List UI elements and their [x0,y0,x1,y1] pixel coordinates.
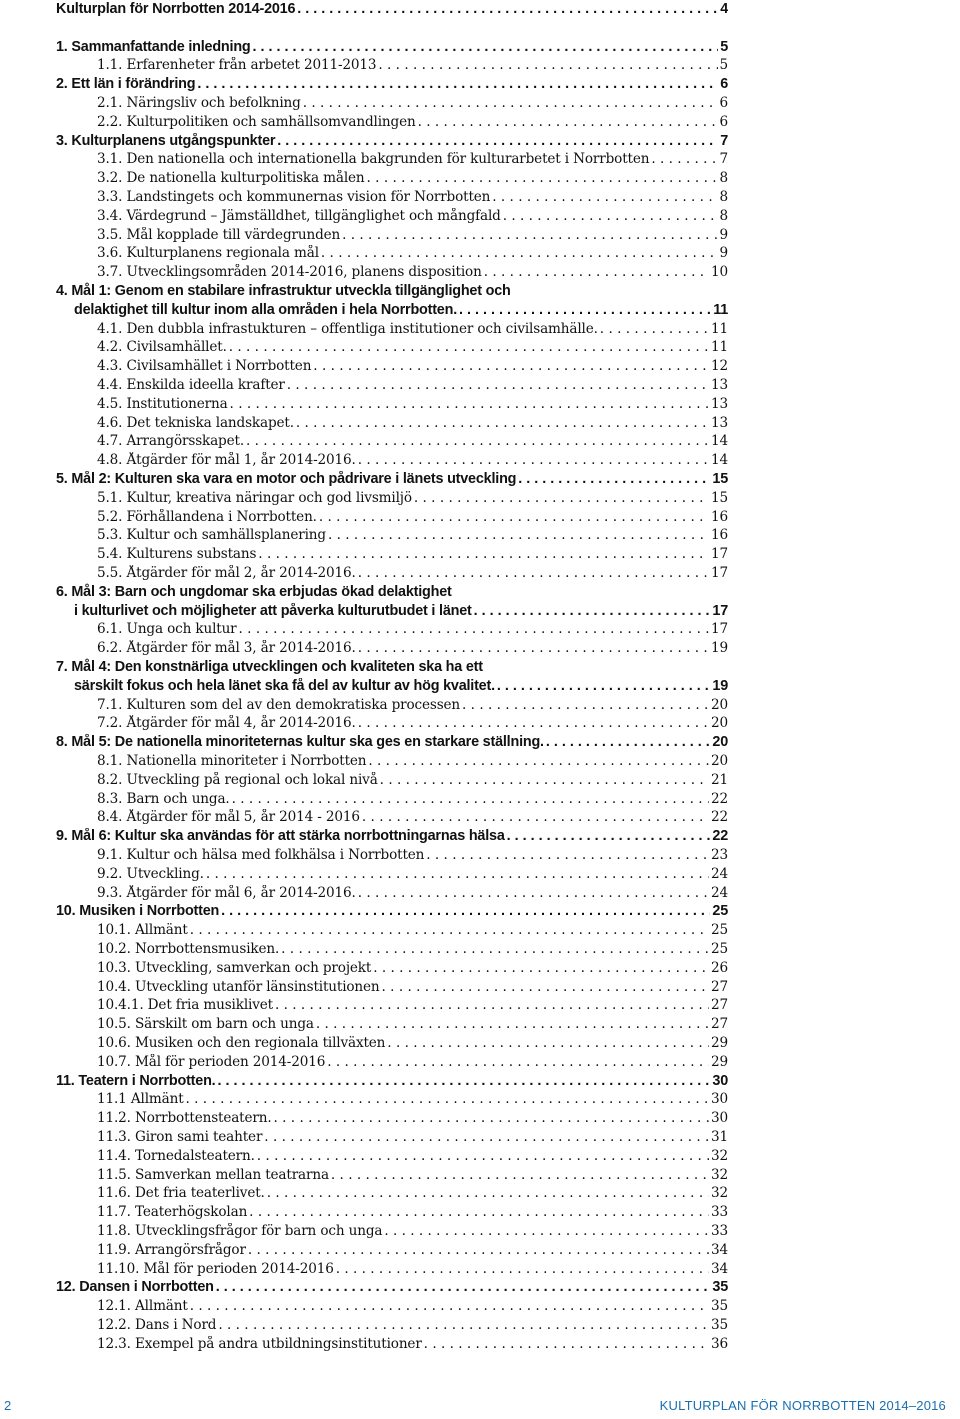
toc-subsection-title: 3.1. Den nationella och internationella bakgrunden för kulturarbetet i Norrbotten [97,151,650,168]
toc-subsection-title: 10.4.1. Det fria musiklivet [97,997,273,1014]
toc-page-number: 29 [711,1053,728,1070]
toc-subsection-title: 10.4. Utveckling utanför länsinstitutionen [97,978,380,995]
toc-page-number: 15 [712,471,728,487]
toc-subsection-entry[interactable] [97,396,728,415]
toc-page-number: 36 [711,1335,728,1352]
toc-leader-dots [459,302,711,318]
toc-leader-dots [190,922,709,938]
toc-subsection-entry[interactable] [97,358,728,377]
toc-subsection-title: 10.7. Mål för perioden 2014-2016 [97,1053,326,1070]
toc-leader-dots [221,903,710,919]
toc-subsection-entry[interactable] [97,546,728,565]
toc-leader-dots [331,1167,709,1183]
toc-subsection-entry[interactable] [97,1185,728,1204]
toc-leader-dots [257,1148,709,1164]
toc-subsection-title: 11.10. Mål för perioden 2014-2016 [97,1260,334,1277]
toc-subsection-entry[interactable] [97,1317,728,1336]
toc-subsection-entry[interactable] [97,809,728,828]
toc-leader-dots [497,678,711,694]
toc-heading-entry[interactable] [56,659,728,697]
toc-page-number: 6 [719,95,728,111]
toc-subsection-title: 11.5. Samverkan mellan teatrarna [97,1166,329,1183]
toc-subsection-entry[interactable] [97,151,728,170]
toc-heading-title: 9. Mål 6: Kultur ska användas för att stärka norrbottningarnas hälsa [56,828,505,845]
toc-page-number: 17 [711,621,728,638]
toc-page-number: 19 [711,640,728,657]
toc-heading-title: 11. Teatern i Norrbotten. [56,1072,216,1089]
toc-subsection-entry[interactable] [97,1336,728,1355]
toc-subsection-entry[interactable] [97,95,728,114]
toc-page-number: 27 [711,978,728,995]
toc-page-number: 33 [711,1223,728,1239]
toc-leader-dots [264,1129,709,1145]
toc-leader-dots [484,264,709,280]
toc-subsection-entry[interactable] [97,208,728,227]
toc-page-number: 30 [711,1091,728,1108]
toc-leader-dots [387,1035,709,1051]
toc-leader-dots [373,960,709,976]
toc-page-number: 8 [719,189,728,205]
toc-page-number: 19 [712,678,728,694]
toc-leader-dots [281,941,709,957]
toc-page-number: 20 [711,715,728,732]
toc-page-number: 20 [711,696,728,713]
toc-leader-dots [378,57,717,73]
toc-page-number: 8 [719,207,728,224]
toc-subsection-entry[interactable] [97,1148,728,1167]
toc-heading-line1: 4. Mål 1: Genom en stabilare infrastruktur utveckla tillgänglighet och [56,283,511,299]
toc-subsection-entry[interactable] [97,697,728,716]
toc-subsection-entry[interactable] [97,321,728,340]
toc-heading-entry[interactable] [56,283,728,321]
toc-leader-dots [197,76,718,92]
toc-leader-dots [303,95,718,111]
toc-page-number: 32 [711,1166,728,1183]
toc-page-number: 21 [711,771,728,788]
toc-subsection-title: 11.9. Arrangörsfrågor [97,1241,246,1258]
toc-subsection-entry[interactable] [97,621,728,640]
toc-leader-dots [321,245,718,261]
toc-page-number: 35 [711,1317,728,1333]
toc-subsection-entry[interactable] [97,189,728,208]
toc-subsection-entry[interactable] [97,979,728,998]
toc-subsection-entry[interactable] [97,960,728,979]
toc-subsection-entry[interactable] [97,885,728,904]
toc-subsection-title: 10.2. Norrbottensmusiken. [97,941,280,957]
toc-leader-dots [296,415,709,431]
toc-subsection-entry[interactable] [97,847,728,866]
toc-leader-dots [474,603,711,619]
toc-subsection-entry[interactable] [97,114,728,133]
toc-page-number: 11 [711,320,728,337]
toc-subsection-title: 7.1. Kulturen som del av den demokratiska processen [97,696,461,713]
toc-page-number: 25 [711,941,728,957]
toc-leader-dots [217,1073,710,1089]
toc-subsection-entry[interactable] [97,715,728,734]
toc-heading-entry[interactable] [56,903,728,922]
toc-subsection-entry[interactable] [97,452,728,471]
toc-page-number: 30 [711,1110,728,1127]
toc-page-number: 22 [712,828,728,845]
toc-page-number: 27 [711,1016,728,1033]
toc-subsection-title: 4.3. Civilsamhället i Norrbotten [97,358,312,375]
toc-subsection-entry[interactable] [97,922,728,941]
toc-subsection-title: 11.7. Teaterhögskolan [97,1204,248,1221]
toc-page-number: 16 [711,527,728,544]
toc-subsection-title: 9.2. Utveckling. [97,865,204,882]
toc-leader-dots [362,809,709,825]
toc-page-number: 31 [711,1129,728,1145]
toc-leader-dots [218,1317,709,1333]
toc-page-number: 4 [720,1,728,17]
toc-heading-title: 8. Mål 5: De nationella minoriteternas kultur ska ges en starkare ställning. [56,734,544,751]
toc-page-number: 7 [720,132,728,149]
toc-subsection-entry[interactable] [97,941,728,960]
toc-page-number: 14 [711,433,728,450]
toc-subsection-title: 3.5. Mål kopplade till värdegrunden [97,226,341,243]
toc-subsection-entry[interactable] [97,791,728,810]
toc-page-number: 9 [719,226,728,243]
toc-subsection-entry[interactable] [97,490,728,509]
toc-subsection-entry[interactable] [97,753,728,772]
toc-heading-entry[interactable] [56,1073,728,1092]
toc-leader-dots [206,866,709,882]
toc-subsection-title: 10.6. Musiken och den regionala tillväxten [97,1035,386,1051]
toc-heading-title: 5. Mål 2: Kulturen ska vara en motor och pådrivare i länets utveckling [56,471,517,487]
toc-subsection-entry[interactable] [97,227,728,246]
toc-page-number: 33 [711,1204,728,1221]
footer-document-title: KULTURPLAN FÖR NORRBOTTEN 2014–2016 [659,1398,946,1413]
toc-subsection-title: 11.2. Norrbottensteatern. [97,1110,272,1127]
toc-leader-dots [414,490,709,506]
toc-leader-dots [328,527,709,543]
toc-subsection-title: 8.1. Nationella minoriteter i Norrbotten [97,753,367,769]
toc-subsection-title: 5.2. Förhållandena i Norrbotten. [97,508,317,525]
toc-leader-dots [249,1204,709,1220]
toc-leader-dots [239,621,709,637]
toc-subsection-entry[interactable] [97,527,728,546]
toc-leader-dots [190,1298,709,1314]
toc-page-number: 6 [720,76,728,93]
toc-heading-entry[interactable] [56,76,728,95]
toc-subsection-title: 10.5. Särskilt om barn och unga [97,1016,314,1033]
toc-subsection-title: 2.2. Kulturpolitiken och samhällsomvandlingen [97,113,416,130]
toc-subsection-entry[interactable] [97,1054,728,1073]
toc-leader-dots [297,1,718,17]
toc-leader-dots [382,979,709,995]
toc-heading-entry[interactable] [56,471,728,490]
toc-page-number: 25 [711,922,728,939]
toc-subsection-title: 8.4. Åtgärder för mål 5, år 2014 - 2016 [97,809,360,826]
toc-subsection-entry[interactable] [97,1016,728,1035]
toc-leader-dots [492,189,717,205]
toc-subsection-entry[interactable] [97,1129,728,1148]
toc-leader-dots [518,471,710,487]
toc-page-number: 23 [711,847,728,863]
toc-heading-title: 10. Musiken i Norrbotten [56,903,220,920]
toc-subsection-entry[interactable] [97,415,728,434]
toc-subsection-title: 11.8. Utvecklingsfrågor för barn och unga [97,1223,383,1239]
toc-leader-dots [230,396,709,412]
toc-heading-line1: 6. Mål 3: Barn och ungdomar ska erbjudas ökad delaktighet [56,583,452,600]
toc-page-number: 24 [711,884,728,901]
toc-leader-dots [232,791,709,807]
toc-page-number: 6 [719,113,728,130]
toc-page-number: 10 [711,264,728,281]
toc-subsection-entry[interactable] [97,1204,728,1223]
toc-leader-dots [358,885,709,901]
toc-leader-dots [367,170,718,186]
toc-subsection-title: 4.6. Det tekniska landskapet. [97,414,294,431]
toc-subsection-entry[interactable] [97,433,728,452]
toc-leader-dots [342,227,717,243]
toc-subsection-entry[interactable] [97,1035,728,1054]
toc-leader-dots [358,640,709,656]
toc-subsection-title: 5.4. Kulturens substans [97,546,257,563]
toc-page-number: 22 [711,790,728,807]
toc-leader-dots [258,546,709,562]
toc-page-number: 32 [711,1147,728,1164]
toc-subsection-title: 3.3. Landstingets och kommunernas vision för Norrbotten [97,189,491,205]
toc-heading-title: 12. Dansen i Norrbotten [56,1279,214,1296]
toc-leader-dots [313,358,709,374]
toc-subsection-title: 4.5. Institutionerna [97,395,228,412]
toc-heading-title: Kulturplan för Norrbotten 2014-2016 [56,1,296,17]
toc-subsection-title: 9.3. Åtgärder för mål 6, år 2014-2016. [97,884,356,901]
toc-leader-dots [229,339,709,355]
toc-subsection-title: 5.1. Kultur, kreativa näringar och god livsmiljö [97,489,412,506]
toc-page-number: 9 [719,245,728,262]
toc-heading-title: delaktighet till kultur inom alla områden i hela Norrbotten. [74,302,457,318]
toc-leader-dots [277,133,718,149]
toc-heading-title: 3. Kulturplanens utgångspunkter [56,132,276,149]
toc-page-number: 15 [711,489,728,506]
toc-heading-entry[interactable] [56,828,728,847]
toc-leader-dots [216,1279,711,1295]
toc-subsection-title: 4.8. Åtgärder för mål 1, år 2014-2016. [97,452,356,469]
toc-subsection-entry[interactable] [97,1091,728,1110]
toc-subsection-title: 10.1. Allmänt [97,922,188,939]
toc-subsection-title: 3.4. Värdegrund – Jämställdhet, tillgänglighet och mångfald [97,207,501,224]
toc-subsection-title: 2.1. Näringsliv och befolkning [97,95,301,111]
toc-leader-dots [368,753,709,769]
toc-subsection-title: 11.3. Giron sami teahter [97,1129,263,1145]
toc-page-number: 24 [711,865,728,882]
toc-leader-dots [358,715,709,731]
toc-heading-entry[interactable] [56,734,728,753]
toc-leader-dots [507,828,711,844]
toc-heading-entry[interactable] [56,39,728,58]
toc-subsection-entry[interactable] [97,1223,728,1242]
toc-leader-dots [462,697,709,713]
toc-subsection-title: 4.1. Den dubbla infrastukturen – offentliga institutioner och civilsamhälle. [97,320,598,337]
toc-page-number: 20 [712,734,728,751]
toc-subsection-entry[interactable] [97,866,728,885]
toc-subsection-title: 7.2. Åtgärder för mål 4, år 2014-2016. [97,715,356,732]
toc-leader-dots [600,321,709,337]
toc-leader-dots [274,1110,709,1126]
toc-subsection-entry[interactable] [97,997,728,1016]
toc-heading-entry[interactable] [56,584,728,622]
toc-subsection-title: 12.1. Allmänt [97,1298,188,1315]
toc-leader-dots [253,39,719,55]
toc-subsection-title: 6.1. Unga och kultur [97,621,237,638]
toc-heading-entry[interactable] [56,133,728,152]
toc-leader-dots [426,847,709,863]
toc-leader-dots [546,734,711,750]
toc-page-number: 34 [711,1241,728,1258]
toc-page-number: 17 [712,602,728,619]
toc-page-number: 35 [711,1298,728,1315]
toc-subsection-title: 9.1. Kultur och hälsa med folkhälsa i Norrbotten [97,847,425,863]
toc-subsection-entry[interactable] [97,565,728,584]
toc-page-number: 14 [711,452,728,469]
toc-heading-title: i kulturlivet och möjligheter att påverka kulturutbudet i länet [74,602,472,619]
toc-subsection-title: 12.2. Dans i Nord [97,1317,217,1333]
toc-subsection-title: 8.3. Barn och unga. [97,790,230,807]
toc-leader-dots [316,1016,709,1032]
toc-leader-dots [424,1336,709,1352]
toc-heading-title: 1. Sammanfattande inledning [56,38,251,55]
toc-subsection-title: 5.5. Åtgärder för mål 2, år 2014-2016. [97,565,356,581]
toc-page-number: 35 [712,1279,728,1296]
toc-subsection-entry[interactable] [97,170,728,189]
toc-subsection-title: 12.3. Exempel på andra utbildningsinstitutioner [97,1335,422,1352]
toc-subsection-title: 5.3. Kultur och samhällsplanering [97,527,326,544]
toc-page-number: 17 [711,565,728,581]
toc-page-number: 5 [719,57,728,74]
toc-leader-dots [319,509,709,525]
toc-heading-entry[interactable] [56,1,728,20]
toc-page-number: 29 [711,1035,728,1051]
toc-subsection-title: 3.6. Kulturplanens regionala mål [97,245,319,262]
toc-subsection-title: 11.6. Det fria teaterlivet. [97,1185,265,1202]
toc-leader-dots [267,1185,709,1201]
toc-subsection-title: 6.2. Åtgärder för mål 3, år 2014-2016. [97,640,356,657]
toc-leader-dots [287,377,709,393]
toc-page-number: 26 [711,959,728,976]
toc-leader-dots [275,997,709,1013]
toc-page-number: 34 [711,1260,728,1277]
toc-leader-dots [418,114,718,130]
toc-subsection-entry[interactable] [97,1167,728,1186]
toc-subsection-title: 3.7. Utvecklingsområden 2014-2016, planens disposition [97,264,482,281]
toc-heading-line1: 7. Mål 4: Den konstnärliga utvecklingen och kvaliteten ska ha ett [56,659,483,675]
toc-heading-title: särskilt fokus och hela länet ska få del av kultur av hög kvalitet. [74,678,495,694]
toc-heading-entry[interactable] [56,1279,728,1298]
toc-leader-dots [358,452,709,468]
toc-subsection-title: 4.2. Civilsamhället. [97,339,227,356]
toc-subsection-entry[interactable] [97,57,728,76]
toc-leader-dots [186,1091,709,1107]
toc-subsection-title: 4.7. Arrangörsskapet. [97,433,244,450]
toc-page-number: 13 [711,377,728,393]
toc-subsection-title: 11.1 Allmänt [97,1091,184,1108]
toc-subsection-title: 4.4. Enskilda ideella krafter [97,377,285,393]
toc-page-number: 7 [719,151,728,168]
toc-page-number: 5 [720,38,728,55]
toc-leader-dots [248,1242,709,1258]
toc-page-number: 12 [711,358,728,375]
toc-page-number: 27 [711,997,728,1014]
toc-subsection-title: 11.4. Tornedalsteatern. [97,1147,255,1164]
toc-subsection-entry[interactable] [97,1110,728,1129]
toc-heading-title: 2. Ett län i förändring [56,76,196,93]
footer-page-number: 2 [4,1398,12,1413]
toc-subsection-title: 8.2. Utveckling på regional och lokal nivå [97,771,378,788]
toc-subsection-entry[interactable] [97,245,728,264]
toc-page-number: 20 [711,753,728,769]
toc-subsection-entry[interactable] [97,772,728,791]
toc-subsection-title: 3.2. De nationella kulturpolitiska målen [97,170,365,187]
toc-subsection-entry[interactable] [97,339,728,358]
toc-leader-dots [380,772,709,788]
toc-leader-dots [384,1223,709,1239]
toc-leader-dots [327,1054,709,1070]
toc-page-number: 30 [712,1072,728,1089]
toc-leader-dots [503,208,718,224]
toc-subsection-entry[interactable] [97,377,728,396]
toc-subsection-entry[interactable] [97,640,728,659]
toc-page-number: 8 [719,170,728,187]
toc-subsection-entry[interactable] [97,1242,728,1261]
toc-subsection-entry[interactable] [97,1261,728,1280]
toc-page-number: 11 [713,302,728,318]
toc-subsection-entry[interactable] [97,1298,728,1317]
toc-page-number: 13 [711,414,728,431]
toc-subsection-entry[interactable] [97,509,728,528]
toc-leader-dots [336,1261,709,1277]
toc-page-number: 13 [711,395,728,412]
toc-page-number: 22 [711,809,728,826]
toc-page-number: 17 [711,546,728,563]
toc-page-number: 32 [711,1185,728,1202]
toc-subsection-entry[interactable] [97,264,728,283]
toc-leader-dots [651,151,717,167]
toc-page-number: 25 [712,903,728,920]
toc-leader-dots [358,565,709,581]
toc-leader-dots [246,433,709,449]
toc-page-number: 16 [711,508,728,525]
toc-subsection-title: 1.1. Erfarenheter från arbetet 2011-2013 [97,57,377,74]
toc-page-number: 11 [711,339,728,356]
toc-subsection-title: 10.3. Utveckling, samverkan och projekt [97,959,372,976]
